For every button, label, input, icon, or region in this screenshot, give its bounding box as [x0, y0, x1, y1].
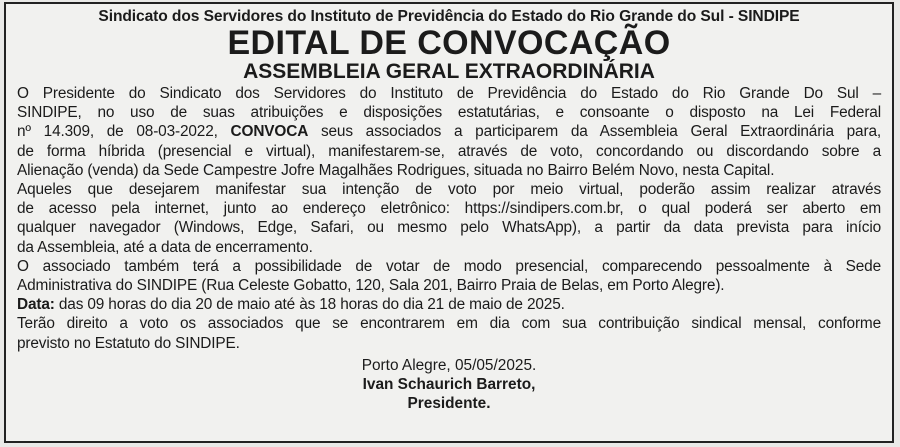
text-line	[17, 122, 881, 141]
notice-title: EDITAL DE CONVOCAÇÃO	[227, 24, 671, 62]
text-line: da Assembleia, até a data de encerramento.	[17, 238, 313, 256]
organization-name: Sindicato dos Servidores do Instituto de Previdência do Estado do Rio Grande do Sul - SINDIPE	[98, 8, 800, 25]
text-line: Alienação (venda) da Sede Campestre Jofre Magalhães Rodrigues, situada no Bairro Belém Novo, nesta Capital.	[17, 161, 775, 179]
date-text: das 09 horas do dia 20 de maio até às 18 horas do dia 21 de maio de 2025.	[58, 296, 565, 314]
text-line: Terão direito a voto os associados que se encontrarem em dia com sua contribuição sindical mensal, conforme	[17, 315, 881, 333]
paragraph-convocation	[17, 84, 881, 180]
convoca-keyword: CONVOCA	[230, 123, 309, 141]
text-line: de forma híbrida (presencial e virtual), manifestarem-se, através de voto, concordando ou discordando sobre a	[17, 142, 881, 160]
paragraph-voting-rights	[17, 314, 881, 352]
law-reference: nº 14.309, de 08-03-2022,	[17, 123, 218, 141]
text-line: qualquer navegador (Windows, Edge, Safari, ou mesmo pelo WhatsApp), a partir da data prevista para início	[17, 219, 881, 237]
paragraph-virtual-vote	[17, 180, 881, 257]
notice-subtitle: ASSEMBLEIA GERAL EXTRAORDINÁRIA	[243, 60, 655, 83]
text-line: Aqueles que desejarem manifestar sua intenção de voto por meio virtual, poderão assim realizar através	[17, 181, 881, 199]
text-line: previsto no Estatuto do SINDIPE.	[17, 334, 240, 352]
paragraph-in-person-vote	[17, 257, 881, 295]
paragraph-date	[17, 295, 881, 314]
text-line: O associado também terá a possibilidade de votar de modo presencial, comparecendo pessoalmente à Sede	[17, 257, 881, 275]
text-line	[17, 295, 881, 314]
text-fragment: seus associados a participarem da Assembleia Geral Extraordinária para,	[320, 123, 881, 141]
text-line: SINDIPE, no uso de suas atribuições e disposições estatutárias, e consoante o disposto na Lei Federal	[17, 104, 881, 122]
signer-name: Ivan Schaurich Barreto,	[362, 375, 536, 393]
date-label: Data:	[17, 296, 55, 314]
edital-notice	[4, 2, 894, 443]
text-line: de acesso pela internet, junto ao endereço eletrônico: https://sindipers.com.br, o qual poderá ser aberto em	[17, 200, 881, 218]
text-line: O Presidente do Sindicato dos Servidores do Instituto de Previdência do Estado do Rio Grande Do Sul –	[17, 85, 881, 102]
place-date: Porto Alegre, 05/05/2025.	[361, 356, 537, 374]
text-line: Administrativa do SINDIPE (Rua Celeste Gobatto, 120, Sala 201, Bairro Praia de Belas, em Porto Alegre).	[17, 277, 725, 295]
signer-role: Presidente.	[407, 394, 491, 412]
